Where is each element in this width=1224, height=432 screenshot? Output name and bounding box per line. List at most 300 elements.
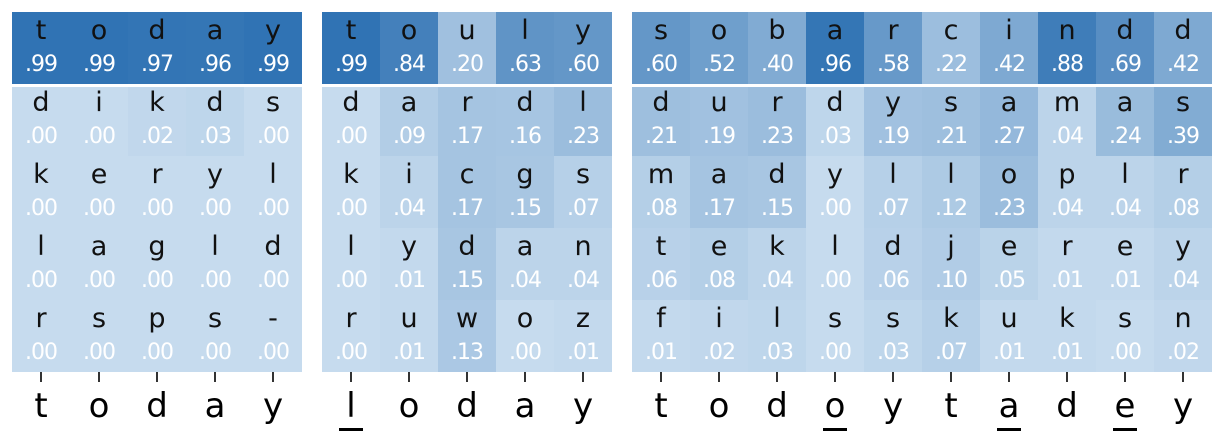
prob-cell xyxy=(632,12,690,84)
prob-cell xyxy=(496,228,554,300)
column-tick xyxy=(776,372,778,382)
output-word xyxy=(922,384,1212,432)
prob-cell xyxy=(244,228,302,300)
candidate-char: y xyxy=(207,159,223,190)
output-char xyxy=(244,384,302,432)
candidate-char: r xyxy=(151,159,163,190)
prob-cell xyxy=(632,84,690,156)
candidate-char: o xyxy=(90,15,108,46)
prediction-panel-3 xyxy=(632,12,922,426)
candidate-char: y xyxy=(827,159,843,190)
probability-value: .00 xyxy=(257,196,289,221)
prob-cell xyxy=(1154,84,1212,156)
candidate-char: o xyxy=(516,303,534,334)
candidate-char: w xyxy=(455,303,479,334)
prob-cell xyxy=(186,300,244,372)
probability-value: .00 xyxy=(83,196,115,221)
candidate-char: a xyxy=(206,15,224,46)
prob-cell xyxy=(1096,84,1154,156)
candidate-char: a xyxy=(516,231,534,262)
output-char-text: t xyxy=(654,386,668,426)
probability-value: .21 xyxy=(935,124,967,149)
prob-cell xyxy=(864,156,922,228)
probability-value: .99 xyxy=(25,52,57,77)
candidate-char: u xyxy=(400,303,418,334)
candidate-char: d xyxy=(1174,15,1192,46)
probability-value: .23 xyxy=(761,124,793,149)
prob-cell xyxy=(980,228,1038,300)
prob-cell xyxy=(1038,12,1096,84)
probability-value: .23 xyxy=(993,196,1025,221)
output-char xyxy=(12,384,70,432)
probability-value: .00 xyxy=(199,268,231,293)
output-char xyxy=(1154,384,1212,432)
candidate-char: i xyxy=(405,159,413,190)
prob-cell xyxy=(980,156,1038,228)
prob-cell xyxy=(554,156,612,228)
prob-cell xyxy=(690,12,748,84)
probability-value: .00 xyxy=(25,340,57,365)
probability-value: .00 xyxy=(25,196,57,221)
prob-cell xyxy=(806,84,864,156)
prob-cell xyxy=(496,12,554,84)
prob-cell xyxy=(496,300,554,372)
candidate-char: l xyxy=(521,15,529,46)
output-char-text: e xyxy=(1114,386,1136,426)
probability-value: .00 xyxy=(819,268,851,293)
prob-cell xyxy=(322,228,380,300)
probability-value: .17 xyxy=(451,124,483,149)
probability-value: .15 xyxy=(761,196,793,221)
candidate-char: m xyxy=(647,159,675,190)
probability-value: .42 xyxy=(1167,52,1199,77)
candidate-char: o xyxy=(710,15,728,46)
candidate-char: l xyxy=(347,231,355,262)
column-tick xyxy=(582,372,584,382)
candidate-char: s xyxy=(91,303,107,334)
prob-cell xyxy=(980,300,1038,372)
probability-value: .03 xyxy=(761,340,793,365)
candidate-char: s xyxy=(653,15,669,46)
probability-value: .19 xyxy=(703,124,735,149)
column-tick xyxy=(524,372,526,382)
candidate-char: d xyxy=(652,87,670,118)
probability-value: .17 xyxy=(451,196,483,221)
candidate-char: a xyxy=(1116,87,1134,118)
probability-value: .07 xyxy=(877,196,909,221)
candidate-char: r xyxy=(887,15,899,46)
prob-cell xyxy=(690,156,748,228)
candidate-char: p xyxy=(1058,159,1076,190)
candidate-char: d xyxy=(884,231,902,262)
output-char xyxy=(632,384,690,432)
prob-cell xyxy=(70,84,128,156)
prob-cell xyxy=(922,300,980,372)
probability-value: .08 xyxy=(645,196,677,221)
probability-value: .84 xyxy=(393,52,425,77)
candidate-char: o xyxy=(1000,159,1018,190)
output-word xyxy=(632,384,922,432)
prob-cell xyxy=(1154,300,1212,372)
output-char-text: d xyxy=(1056,386,1078,426)
candidate-char: d xyxy=(1116,15,1134,46)
probability-value: .99 xyxy=(83,52,115,77)
probability-value: .69 xyxy=(1109,52,1141,77)
prob-cell xyxy=(1096,228,1154,300)
error-underline xyxy=(339,428,363,431)
probability-value: .01 xyxy=(393,340,425,365)
candidate-char: g xyxy=(148,231,166,262)
candidate-char: k xyxy=(343,159,359,190)
candidate-char: d xyxy=(148,15,166,46)
candidate-char: i xyxy=(95,87,103,118)
candidate-char: p xyxy=(148,303,166,334)
column-tick xyxy=(466,372,468,382)
candidate-char: d xyxy=(516,87,534,118)
output-char-text: o xyxy=(824,386,846,426)
candidate-char: r xyxy=(461,87,473,118)
output-char xyxy=(554,384,612,432)
candidate-char: r xyxy=(1177,159,1189,190)
output-char xyxy=(980,384,1038,432)
prob-cell xyxy=(554,84,612,156)
prob-cell xyxy=(1154,156,1212,228)
prob-cell xyxy=(1154,12,1212,84)
output-char-text: a xyxy=(998,386,1020,426)
probability-value: .21 xyxy=(645,124,677,149)
prob-cell xyxy=(186,84,244,156)
output-char-text: d xyxy=(456,386,478,426)
probability-value: .12 xyxy=(935,196,967,221)
probability-value: .15 xyxy=(509,196,541,221)
prob-cell xyxy=(806,12,864,84)
candidate-char: l xyxy=(889,159,897,190)
candidate-char: s xyxy=(943,87,959,118)
column-tick xyxy=(1008,372,1010,382)
candidate-char: l xyxy=(37,231,45,262)
candidate-char: r xyxy=(35,303,47,334)
output-char xyxy=(438,384,496,432)
candidate-char: c xyxy=(943,15,959,46)
probability-value: .04 xyxy=(393,196,425,221)
candidate-char: i xyxy=(715,303,723,334)
probability-value: .24 xyxy=(1109,124,1141,149)
prob-cell xyxy=(1096,300,1154,372)
probability-grid xyxy=(922,12,1212,372)
prob-cell xyxy=(12,156,70,228)
candidate-char: y xyxy=(265,15,281,46)
probability-value: .39 xyxy=(1167,124,1199,149)
prob-cell xyxy=(128,300,186,372)
probability-value: .00 xyxy=(141,268,173,293)
candidate-char: k xyxy=(33,159,49,190)
probability-value: .01 xyxy=(393,268,425,293)
probability-value: .07 xyxy=(935,340,967,365)
candidate-char: e xyxy=(710,231,728,262)
candidate-char: u xyxy=(710,87,728,118)
probability-value: .02 xyxy=(1167,340,1199,365)
prob-cell xyxy=(1154,228,1212,300)
prob-cell xyxy=(12,228,70,300)
prob-cell xyxy=(186,156,244,228)
candidate-char: d xyxy=(264,231,282,262)
prob-cell xyxy=(438,156,496,228)
probability-value: .00 xyxy=(83,340,115,365)
prediction-panel-4 xyxy=(922,12,1212,426)
output-char xyxy=(322,384,380,432)
output-char xyxy=(128,384,186,432)
probability-value: .42 xyxy=(993,52,1025,77)
prob-cell xyxy=(70,300,128,372)
output-char-text: y xyxy=(882,386,904,426)
prob-cell xyxy=(186,12,244,84)
output-char-text: a xyxy=(204,386,226,426)
output-char xyxy=(186,384,244,432)
output-word xyxy=(322,384,612,432)
probability-value: .22 xyxy=(935,52,967,77)
probability-value: .00 xyxy=(819,340,851,365)
column-tick xyxy=(892,372,894,382)
probability-value: .13 xyxy=(451,340,483,365)
probability-value: .00 xyxy=(141,196,173,221)
output-word xyxy=(12,384,302,432)
candidate-char: k xyxy=(943,303,959,334)
top-row-separator xyxy=(322,84,612,87)
probability-value: .96 xyxy=(819,52,851,77)
probability-value: .97 xyxy=(141,52,173,77)
column-tick xyxy=(156,372,158,382)
prob-cell xyxy=(128,12,186,84)
candidate-char: s xyxy=(1175,87,1191,118)
candidate-char: j xyxy=(947,231,955,262)
prob-cell xyxy=(322,12,380,84)
prob-cell xyxy=(1038,84,1096,156)
column-tick xyxy=(272,372,274,382)
prob-cell xyxy=(70,156,128,228)
probability-value: .03 xyxy=(877,340,909,365)
output-char-text: t xyxy=(944,386,958,426)
candidate-char: l xyxy=(773,303,781,334)
output-char xyxy=(1038,384,1096,432)
output-char xyxy=(922,384,980,432)
probability-value: .01 xyxy=(993,340,1025,365)
candidate-char: n xyxy=(574,231,592,262)
candidate-char: a xyxy=(90,231,108,262)
candidate-char: g xyxy=(516,159,534,190)
prob-cell xyxy=(496,156,554,228)
probability-value: .96 xyxy=(199,52,231,77)
prob-cell xyxy=(922,84,980,156)
prob-cell xyxy=(806,156,864,228)
candidate-char: b xyxy=(768,15,786,46)
prob-cell xyxy=(1038,228,1096,300)
candidate-char: - xyxy=(268,303,278,334)
probability-value: .09 xyxy=(393,124,425,149)
prob-cell xyxy=(1096,156,1154,228)
probability-value: .00 xyxy=(257,340,289,365)
candidate-char: r xyxy=(1061,231,1073,262)
probability-value: .04 xyxy=(761,268,793,293)
probability-value: .02 xyxy=(703,340,735,365)
prob-cell xyxy=(438,228,496,300)
output-char xyxy=(380,384,438,432)
prob-cell xyxy=(748,156,806,228)
output-char-text: o xyxy=(708,386,730,426)
probability-value: .16 xyxy=(509,124,541,149)
prob-cell xyxy=(70,228,128,300)
prob-cell xyxy=(380,228,438,300)
prob-cell xyxy=(922,12,980,84)
prob-cell xyxy=(322,300,380,372)
probability-value: .04 xyxy=(1109,196,1141,221)
probability-value: .00 xyxy=(1109,340,1141,365)
probability-value: .17 xyxy=(703,196,735,221)
probability-value: .06 xyxy=(877,268,909,293)
probability-value: .40 xyxy=(761,52,793,77)
candidate-char: z xyxy=(575,303,591,334)
output-char xyxy=(748,384,806,432)
candidate-char: y xyxy=(575,15,591,46)
candidate-char: t xyxy=(345,15,357,46)
candidate-char: d xyxy=(206,87,224,118)
prob-cell xyxy=(438,84,496,156)
prob-cell xyxy=(690,228,748,300)
column-tick xyxy=(408,372,410,382)
candidate-char: a xyxy=(710,159,728,190)
prob-cell xyxy=(322,84,380,156)
candidate-char: k xyxy=(1059,303,1075,334)
column-tick xyxy=(950,372,952,382)
candidate-char: e xyxy=(90,159,108,190)
prob-cell xyxy=(980,84,1038,156)
probability-value: .00 xyxy=(83,268,115,293)
column-tick xyxy=(98,372,100,382)
probability-value: .00 xyxy=(335,340,367,365)
prob-cell xyxy=(12,84,70,156)
probability-value: .00 xyxy=(141,340,173,365)
probability-value: .04 xyxy=(509,268,541,293)
candidate-char: y xyxy=(885,87,901,118)
candidate-char: s xyxy=(1117,303,1133,334)
probability-value: .99 xyxy=(335,52,367,77)
probability-value: .99 xyxy=(257,52,289,77)
prob-cell xyxy=(380,84,438,156)
column-tick xyxy=(834,372,836,382)
candidate-char: d xyxy=(768,159,786,190)
candidate-char: a xyxy=(826,15,844,46)
top-row-separator xyxy=(922,84,1212,87)
candidate-char: c xyxy=(459,159,475,190)
prob-cell xyxy=(864,228,922,300)
probability-value: .01 xyxy=(645,340,677,365)
prob-cell xyxy=(806,300,864,372)
prob-cell xyxy=(864,84,922,156)
probability-value: .63 xyxy=(509,52,541,77)
output-char xyxy=(496,384,554,432)
column-tick xyxy=(1182,372,1184,382)
output-char-text: d xyxy=(146,386,168,426)
output-char-text: o xyxy=(88,386,110,426)
prob-cell xyxy=(748,12,806,84)
candidate-char: y xyxy=(401,231,417,262)
prob-cell xyxy=(554,228,612,300)
output-char xyxy=(806,384,864,432)
output-char-text: o xyxy=(398,386,420,426)
error-underline xyxy=(997,428,1021,431)
output-char-text: a xyxy=(514,386,536,426)
probability-value: .05 xyxy=(993,268,1025,293)
probability-value: .00 xyxy=(83,124,115,149)
candidate-char: d xyxy=(342,87,360,118)
candidate-char: d xyxy=(32,87,50,118)
probability-value: .52 xyxy=(703,52,735,77)
probability-value: .60 xyxy=(645,52,677,77)
candidate-char: i xyxy=(1005,15,1013,46)
prob-cell xyxy=(632,228,690,300)
column-tick xyxy=(1124,372,1126,382)
prob-cell xyxy=(12,300,70,372)
candidate-char: u xyxy=(458,15,476,46)
prob-cell xyxy=(980,12,1038,84)
prob-cell xyxy=(128,84,186,156)
prob-cell xyxy=(1038,300,1096,372)
probability-value: .00 xyxy=(335,196,367,221)
prob-cell xyxy=(748,84,806,156)
output-char xyxy=(1096,384,1154,432)
candidate-char: l xyxy=(579,87,587,118)
candidate-char: s xyxy=(265,87,281,118)
probability-value: .00 xyxy=(257,268,289,293)
probability-value: .04 xyxy=(1167,268,1199,293)
prob-cell xyxy=(1038,156,1096,228)
probability-grid xyxy=(12,12,302,372)
error-underline xyxy=(1113,428,1137,431)
candidate-char: l xyxy=(831,231,839,262)
probability-value: .06 xyxy=(645,268,677,293)
candidate-char: f xyxy=(656,303,666,334)
prob-cell xyxy=(864,12,922,84)
probability-value: .01 xyxy=(1109,268,1141,293)
probability-grid xyxy=(322,12,612,372)
candidate-char: l xyxy=(1121,159,1129,190)
prob-cell xyxy=(496,84,554,156)
output-char-text: y xyxy=(1172,386,1194,426)
probability-grid xyxy=(632,12,922,372)
column-tick xyxy=(660,372,662,382)
candidate-char: r xyxy=(345,303,357,334)
error-underline xyxy=(823,428,847,431)
candidate-char: r xyxy=(771,87,783,118)
probability-value: .58 xyxy=(877,52,909,77)
prob-cell xyxy=(380,12,438,84)
probability-value: .04 xyxy=(1051,124,1083,149)
probability-value: .08 xyxy=(703,268,735,293)
probability-value: .60 xyxy=(567,52,599,77)
output-char-text: l xyxy=(346,386,356,426)
prob-cell xyxy=(922,156,980,228)
top-row-separator xyxy=(12,84,302,87)
output-char xyxy=(70,384,128,432)
candidate-char: l xyxy=(269,159,277,190)
probability-value: .10 xyxy=(935,268,967,293)
probability-value: .02 xyxy=(141,124,173,149)
prob-cell xyxy=(128,156,186,228)
prob-cell xyxy=(244,156,302,228)
probability-value: .01 xyxy=(1051,268,1083,293)
candidate-char: t xyxy=(35,15,47,46)
probability-value: .07 xyxy=(567,196,599,221)
prob-cell xyxy=(690,84,748,156)
